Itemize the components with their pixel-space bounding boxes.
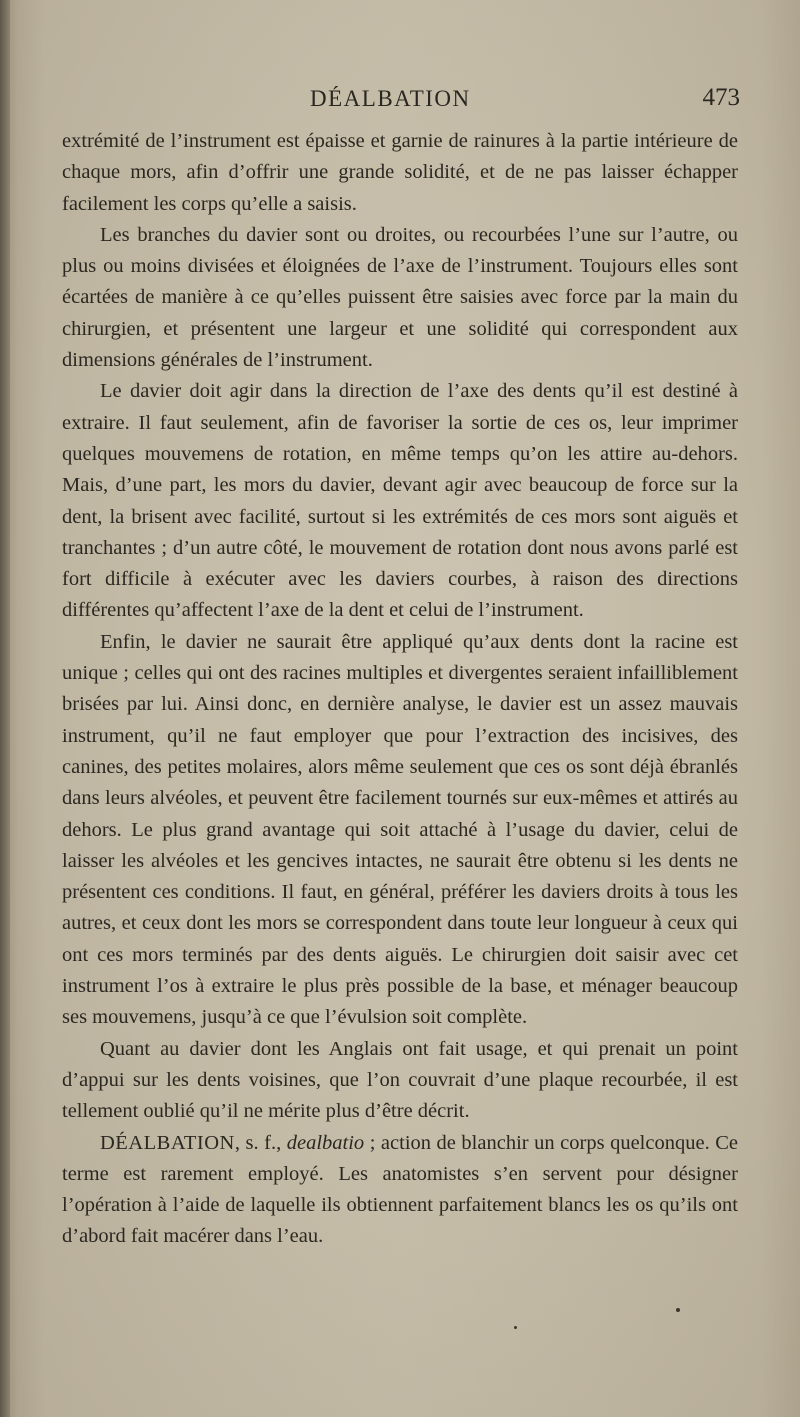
paragraph-action: Le davier doit agir dans la direction de l’axe des dents qu’il est destiné à extraire. Il faut seulement, afin de favoriser la sortie de ces os, leur imprimer quelques mouvemens de rotation, en même temps qu’on les attire au-dehors. Mais, d’une part, les mors du davier, devant agir avec beaucoup de force sur la dent, la brisent avec facilité, surtout si les extrémités de ces mors sont aiguës et tranchantes ; d’un autre côté, le mouvement de rotation dont nous avons parlé est fort difficile à exécuter avec les daviers courbes, à raison des directions différentes qu’affectent l’axe de la dent et celui de l’instrument. [62,380,738,622]
paragraph-english-davier: Quant au davier dont les Anglais ont fait usage, et qui prenait un point d’appui sur les dents voisines, que l’on couvrait d’une plaque recourbée, il est tellement oublié qu’il ne mérite plus d’être décrit. [62,1037,738,1123]
page-spine-edge [0,0,10,1417]
paragraph-branches: Les branches du davier sont ou droites, ou recourbées l’une sur l’autre, ou plus ou moins divisées et éloignées de l’axe de l’instrument. Toujours elles sont écartées de manière à ce qu’elles puissent être saisies avec force par la main du chirurgien, et présentent une largeur et une solidité qui correspondent aux dimensions générales de l’instrument. [62,223,738,372]
dictionary-entry [62,1128,738,1253]
entry-definition: ; action de blanchir un corps quelconque. Ce terme est rarement employé. Les anatomistes s’en servent pour désigner l’opération à l’aide de laquelle ils obtiennent parfaitement blancs les os qu’ils ont d’abord fait macérer dans l’eau. [62,1131,739,1248]
entry-etymon: dealbatio [286,1131,365,1154]
paragraph-conclusion: Enfin, le davier ne saurait être appliqué qu’aux dents dont la racine est unique ; celles qui ont des racines multiples et divergentes seraient infailliblement brisées par lui. Ainsi donc, en dernière analyse, le davier est un assez mauvais instrument, qu’il ne faut employer que pour l’extraction des incisives, des canines, des petites molaires, alors même seulement que ces os sont déjà ébranlés dans leurs alvéoles, et peuvent être facilement tournés sur eux-mêmes et attirés au dehors. Le plus grand avantage qui soit attaché à l’usage du davier, celui de laisser les alvéoles et les gencives intactes, ne saurait être obtenu si les dents ne présentent ces conditions. Il faut, en général, préférer les daviers droits à tous les autres, et ceux dont les mors se correspondent dans toute leur longueur à ceux qui ont ces mors terminés par des dents aiguës. Le chirurgien doit saisir avec cet instrument l’os à extraire le plus près possible de la base, et ménager beaucoup ses mouvemens, jusqu’à ce que l’évulsion soit complète. [62,630,738,1029]
page-header [60,76,740,120]
ink-speck [676,1308,680,1312]
running-title: DÉALBATION [310,86,471,111]
body-text [62,126,738,1253]
entry-grammar: , s. f., [234,1131,287,1154]
ink-speck [514,1326,517,1329]
entry-headword: DÉALBATION [100,1131,235,1154]
page-number: 473 [702,84,740,111]
paragraph-continuation: extrémité de l’instrument est épaisse et garnie de rainures à la partie intérieure de chaque mors, afin d’offrir une grande solidité, et de ne pas laisser échapper facilement les corps qu’elle a saisis. [62,130,738,215]
